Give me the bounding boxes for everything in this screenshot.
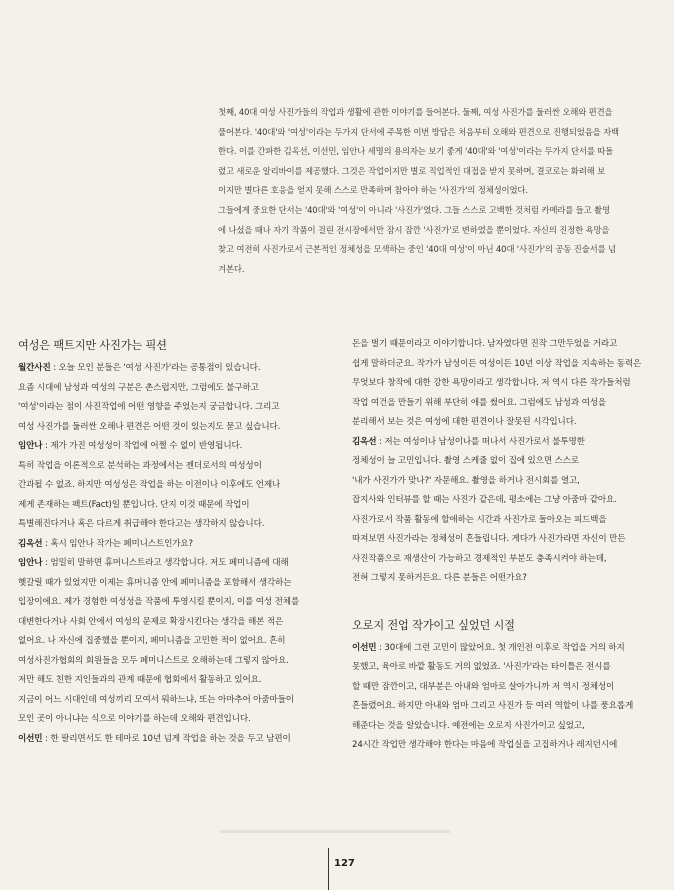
footer-divider (328, 848, 329, 890)
right-column-body-b (352, 639, 654, 756)
line-text: 특히 작업을 이론적으로 분석하는 과정에서는 젠더로서의 여성성이 (18, 460, 262, 471)
left-column-body (18, 359, 318, 749)
faint-footer-mark (220, 830, 450, 833)
body-line (18, 593, 318, 613)
line-text: : 저는 여성이나 남성이나를 떠나서 사진가로서 불투명한 (376, 436, 585, 447)
line-text: 없어요. 나 자신에 집중했을 뿐이지, 페미니즘을 고민한 적이 없어요. 흔히 (18, 636, 286, 646)
left-column (18, 335, 318, 749)
line-text: 돈을 벌기 때문이라고 이야기합니다. 남자였다면 진작 그만두었을 거라고 (352, 339, 618, 349)
body-line (352, 639, 654, 659)
body-line (18, 398, 318, 418)
body-line (352, 697, 654, 717)
speaker-name: 임안나 (18, 441, 43, 451)
body-line (18, 496, 318, 516)
line-text: 모인 곳이 아니냐는 식으로 이야기를 하는데 오해와 편견입니다. (18, 714, 251, 724)
line-text: 요즘 시대에 남성과 여성의 구분은 촌스럽지만, 그럼에도 불구하고 (18, 382, 259, 393)
body-line (352, 394, 654, 414)
intro-line: 렸고 새로운 알리바이를 제공했다. 그것은 작업이지만 별로 직업적인 대접을 받지 못하며, 결코로는 화려해 보 (218, 165, 606, 176)
line-text: 전혀 그렇지 못하거든요. 다른 분들은 어떤가요? (352, 573, 527, 583)
body-line (18, 671, 318, 691)
line-text: 흔들렸어요. 하지만 아내와 엄마 그리고 사진가 등 여러 역할이 나를 풍요롭게 (352, 701, 634, 711)
line-text: 못했고, 육아로 바깥 활동도 거의 없었죠. '사진가'라는 타이틀은 전시를 (352, 662, 611, 672)
line-text: 정체성이 늘 고민입니다. 촬영 스케줄 없이 집에 있으면 스스로 (352, 456, 580, 466)
speaker-name: 김옥선 (352, 436, 377, 447)
intro-paragraph (218, 103, 636, 279)
intro-line: 에 나섰을 때나 자기 작품이 걸린 전시장에서만 잠시 잠깐 '사진가'로 변하였을 뿐이었다. 자신의 진정한 욕망을 (218, 224, 610, 235)
intro-line: 이지만 별다른 호응을 얻지 못해 스스로 만족하며 참아야 하는 '사진가'의 정체성이었다. (218, 185, 528, 196)
body-line (18, 730, 318, 750)
line-text: 잡지사와 인터뷰를 할 때는 사진가 같은데, 평소에는 그냥 아줌마 같아요. (352, 495, 617, 505)
intro-line: 겨본다. (218, 263, 245, 274)
line-text: 분리해서 보는 것은 여성에 대한 편견이나 잘못된 시각입니다. (352, 417, 577, 427)
speaker-name: 월간사진 (18, 363, 51, 373)
body-line (352, 511, 654, 531)
line-text: 사진가로서 작품 활동에 할애하는 시간과 사진가로 돌아오는 피드백을 (352, 514, 607, 525)
section-heading-fact-fiction: 여성은 팩트지만 사진가는 픽션 (18, 339, 167, 352)
speaker-name: 이선민 (18, 733, 43, 744)
line-text: 할 때만 잠깐이고, 대부분은 아내와 엄마로 살아가니까 저 역시 정체성이 (352, 681, 615, 692)
body-line (352, 374, 654, 394)
line-text: 저만 해도 친한 지인들과의 관계 때문에 협회에서 활동하고 있어요. (18, 675, 262, 685)
speaker-name: 이선민 (352, 642, 377, 653)
body-line (18, 418, 318, 438)
line-text: : 오늘 모인 분들은 '여성 사진가'라는 공통점이 있습니다. (50, 363, 261, 373)
line-text: '내가 사진가가 맞나?' 자문해요. 촬영을 하거나 전시회를 열고, (352, 475, 580, 486)
line-text: '여성'이라는 점이 사진작업에 어떤 영향을 주었는지 궁금합니다. 그리고 (18, 402, 280, 412)
body-line (18, 515, 318, 535)
body-line (352, 736, 654, 756)
line-text: 쉽게 말하더군요. 작가가 남성이든 여성이든 10년 이상 작업을 지속하는 동력은 (352, 358, 642, 369)
line-text: 작업 여건을 만들기 위해 부단히 애를 썼어요. 그럼에도 남성과 여성을 (352, 397, 607, 408)
line-text: : 30대에 그런 고민이 많았어요. 첫 개인전 이후로 작업을 거의 하지 (376, 642, 625, 653)
intro-line: 첫째, 40대 여성 사진가들의 작업과 생활에 관한 이야기를 들어본다. 둘째, 여성 사진가를 둘러싼 오해와 편견을 (218, 107, 613, 117)
speaker-name: 김옥선 (18, 538, 43, 549)
body-line (18, 652, 318, 672)
body-line (18, 710, 318, 730)
line-text: 해준다는 것을 알았습니다. 예전에는 오로지 사진가이고 싶었고, (352, 720, 585, 731)
line-text: 특별해진다거나 혹은 다르게 취급해야 한다고는 생각하지 않습니다. (18, 519, 265, 529)
body-line (352, 550, 654, 570)
line-text: 사진작품으로 재생산이 가능하고 경제적인 부분도 충족시켜야 하는데, (352, 553, 607, 564)
body-line (352, 717, 654, 737)
line-text: : 제가 가진 여성성이 작업에 어쩔 수 없이 반영됩니다. (42, 441, 243, 451)
line-text: 여성사진가협회의 회원들을 모두 페미니스트로 오해하는데 그렇지 않아요. (18, 655, 289, 666)
intro-line: 그들에게 중요한 단서는 '40대'와 '여성'이 아니라 '사진가'였다. 그들 스스로 고백한 것처럼 카메라를 들고 촬영 (218, 204, 610, 215)
body-line (352, 355, 654, 375)
line-text: : 엄밀히 말하면 휴머니스트라고 생각합니다. 저도 페미니즘에 대해 (42, 558, 289, 568)
intro-line: 한다. 이를 간파한 김옥선, 이선민, 임안나 세명의 용의자는 보기 좋게 '40대'와 '여성'이라는 두가지 단서를 따돌 (218, 146, 614, 157)
body-line (352, 335, 654, 355)
line-text: 입장이에요. 제가 경험한 여성성을 작품에 투영시킬 뿐이지, 이를 여성 전체를 (18, 597, 300, 607)
section-heading-fulltime-artist: 오로지 전업 작가이고 싶었던 시절 (352, 618, 515, 632)
line-text: 무엇보다 창작에 대한 강한 욕망이라고 생각합니다. 저 역시 다른 작가들처럼 (352, 378, 631, 388)
body-line (18, 379, 318, 399)
body-line (18, 535, 318, 555)
line-text: 지금이 어느 시대인데 여성끼리 모여서 뭐하느냐, 또는 아마추어 아줌마들이 (18, 694, 294, 705)
body-line (18, 613, 318, 633)
line-text: 헷갈릴 때가 있었지만 이제는 휴머니즘 안에 페미니즘을 포함해서 생각하는 (18, 577, 292, 588)
intro-line: 찾고 여전히 사진가로서 근본적인 정체성을 모색하는 중인 '40대 여성'이 아닌 40대 '사진가'의 공동 진술서를 넘 (218, 244, 616, 255)
body-line (18, 437, 318, 457)
body-line (18, 457, 318, 477)
line-text: 여성 사진가를 둘러싼 오해나 편견은 어떤 것이 있는지도 묻고 싶습니다. (18, 421, 281, 432)
body-line (352, 678, 654, 698)
line-text: : 혹시 임안나 작가는 페미니스트인가요? (42, 538, 193, 549)
body-line (352, 452, 654, 472)
line-text: 24시간 작업만 생각해야 한다는 마음에 작업실을 고집하거나 레지던시에 (352, 740, 618, 750)
line-text: 대변한다거나 사회 안에서 여성의 문제로 확장시킨다는 생각을 해본 적은 (18, 616, 284, 627)
intro-line: 풀어본다. '40대'와 '여성'이라는 두가지 단서에 주목한 이번 방담은 처음부터 오해와 편견으로 진행되었음을 자백 (218, 126, 619, 137)
body-line (18, 359, 318, 379)
speaker-name: 임안나 (18, 558, 43, 568)
body-line (352, 491, 654, 511)
body-line (18, 476, 318, 496)
line-text: : 한 팔리면서도 한 테마로 10년 넘게 작업을 하는 것을 두고 남편이 (42, 733, 291, 744)
body-line (352, 569, 654, 589)
body-line (352, 530, 654, 550)
page-number: 127 (334, 858, 355, 869)
right-column (352, 335, 654, 756)
body-line (352, 433, 654, 453)
body-line (18, 574, 318, 594)
body-line (352, 472, 654, 492)
body-line (18, 554, 318, 574)
line-text: 따져보면 사진가라는 정체성이 흔들립니다. 게다가 사진가라면 자신이 만든 (352, 534, 626, 544)
body-line (352, 658, 654, 678)
body-line (352, 413, 654, 433)
line-text: 제게 존재하는 팩트(Fact)일 뿐입니다. 단지 이것 때문에 작업이 (18, 499, 250, 510)
body-line (18, 691, 318, 711)
line-text: 간과될 수 없죠. 하지만 여성성은 작업을 하는 이전이나 이후에도 언제나 (18, 480, 281, 490)
right-column-body-a (352, 335, 654, 589)
body-line (18, 632, 318, 652)
